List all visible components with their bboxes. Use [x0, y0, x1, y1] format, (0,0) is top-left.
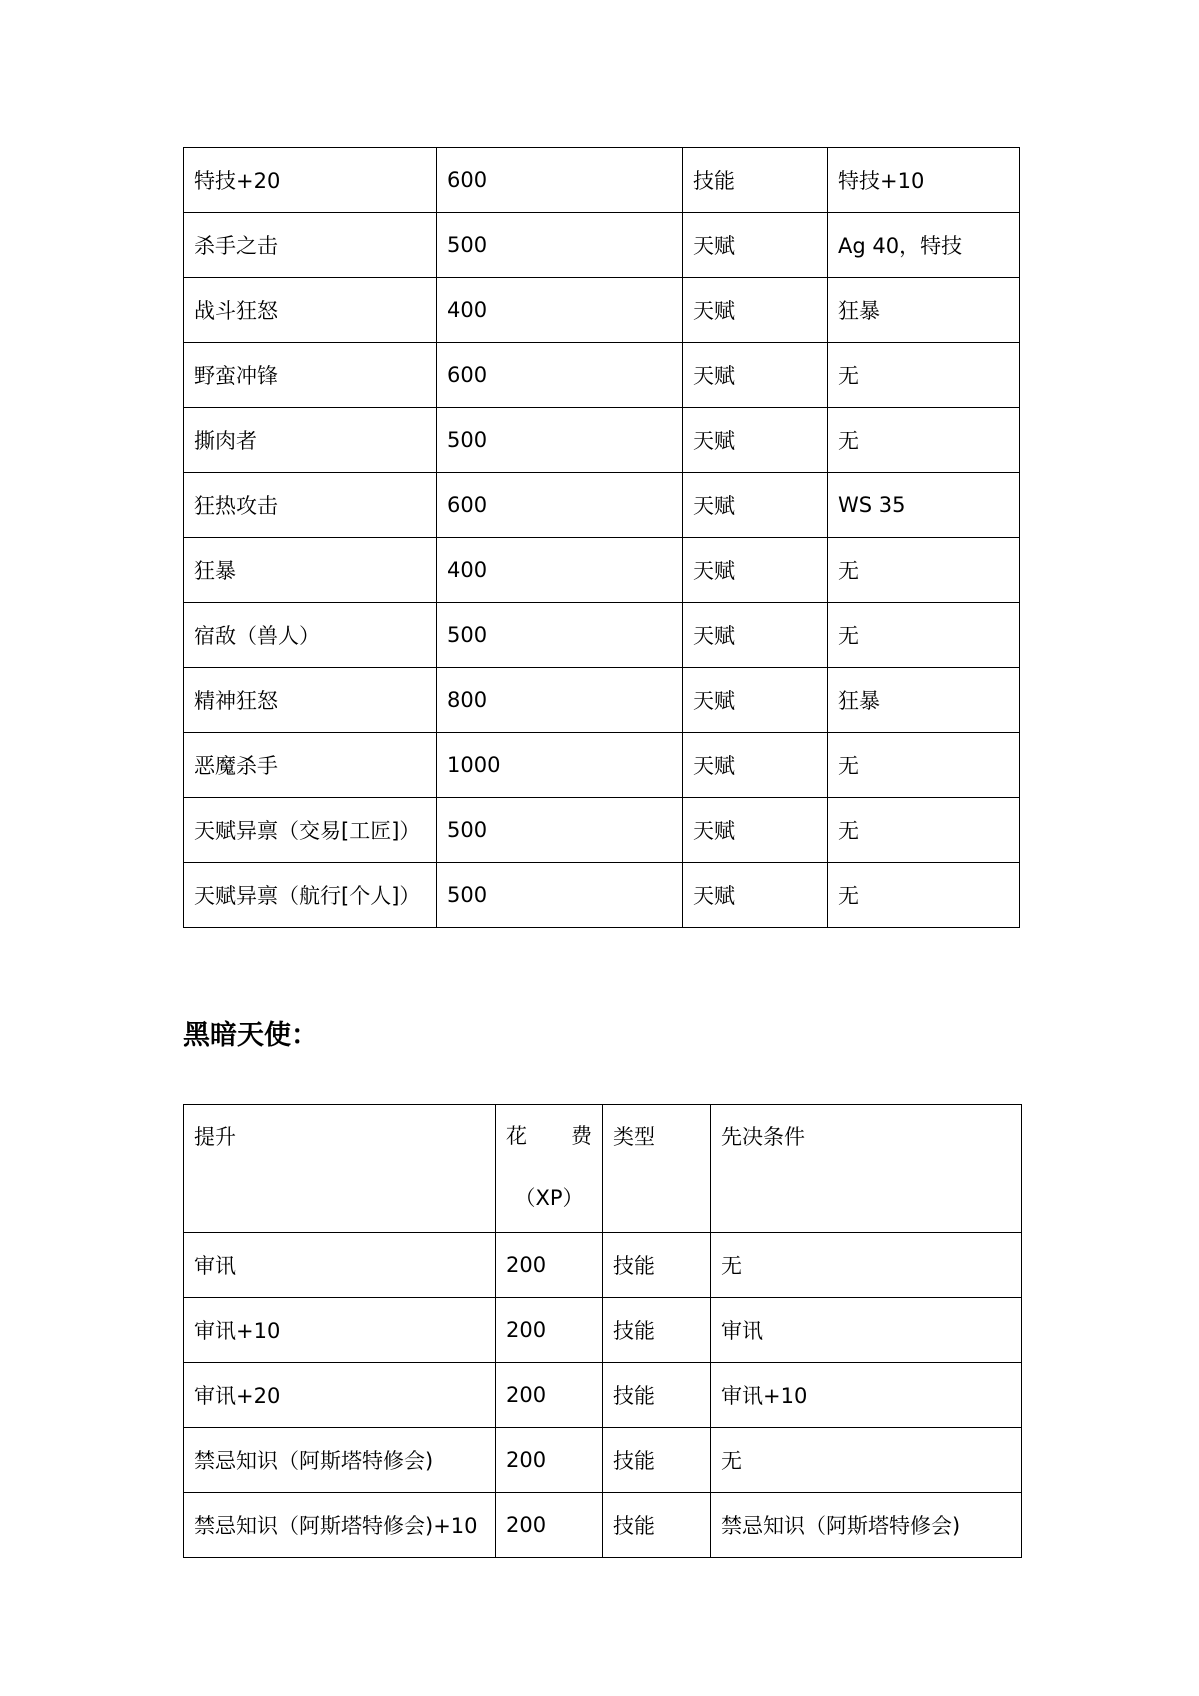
- prereq-cell: 无: [828, 538, 1020, 603]
- prereq-cell: WS 35: [828, 473, 1020, 538]
- type-cell: 天赋: [683, 603, 828, 668]
- table-row: [184, 538, 1020, 603]
- table-row: [184, 668, 1020, 733]
- table-row: [184, 343, 1020, 408]
- cost-cell: 200: [496, 1428, 603, 1493]
- table-row: [184, 1493, 1022, 1558]
- header-cost: [496, 1105, 603, 1233]
- prereq-cell: 无: [828, 408, 1020, 473]
- cost-cell: 500: [437, 213, 683, 278]
- type-cell: 技能: [603, 1233, 711, 1298]
- table-row: [184, 1428, 1022, 1493]
- advance-cell: 精神狂怒: [184, 668, 437, 733]
- prereq-cell: 无: [828, 798, 1020, 863]
- table-row: [184, 408, 1020, 473]
- advance-cell: 天赋异禀（航行[个人]）: [184, 863, 437, 928]
- type-cell: 天赋: [683, 798, 828, 863]
- advance-cell: 天赋异禀（交易[工匠]）: [184, 798, 437, 863]
- advances-table-1: [183, 147, 1020, 928]
- cost-cell: 600: [437, 473, 683, 538]
- advance-cell: 野蛮冲锋: [184, 343, 437, 408]
- dark-angels-advances-table: [183, 1104, 1022, 1558]
- prereq-cell: 无: [711, 1233, 1022, 1298]
- type-cell: 技能: [603, 1493, 711, 1558]
- cost-cell: 200: [496, 1298, 603, 1363]
- prereq-cell: 无: [828, 733, 1020, 798]
- type-cell: 天赋: [683, 278, 828, 343]
- type-cell: 天赋: [683, 213, 828, 278]
- type-cell: 天赋: [683, 473, 828, 538]
- cost-cell: 200: [496, 1233, 603, 1298]
- type-cell: 天赋: [683, 733, 828, 798]
- prereq-cell: 狂暴: [828, 278, 1020, 343]
- type-cell: 技能: [603, 1363, 711, 1428]
- prereq-cell: 无: [828, 863, 1020, 928]
- prereq-cell: 审讯+10: [711, 1363, 1022, 1428]
- type-cell: 技能: [603, 1298, 711, 1363]
- type-cell: 天赋: [683, 343, 828, 408]
- table-row: [184, 603, 1020, 668]
- cost-cell: 1000: [437, 733, 683, 798]
- advance-cell: 杀手之击: [184, 213, 437, 278]
- cost-cell: 800: [437, 668, 683, 733]
- cost-cell: 200: [496, 1363, 603, 1428]
- prereq-cell: 无: [711, 1428, 1022, 1493]
- table-row: [184, 1298, 1022, 1363]
- cost-cell: 400: [437, 278, 683, 343]
- header-cost-unit: （XP）: [514, 1186, 584, 1210]
- advance-cell: 撕肉者: [184, 408, 437, 473]
- table-row: [184, 473, 1020, 538]
- table-row: [184, 278, 1020, 343]
- header-prereq: 先决条件: [711, 1105, 1022, 1233]
- type-cell: 技能: [683, 148, 828, 213]
- table-row: [184, 213, 1020, 278]
- type-cell: 技能: [603, 1428, 711, 1493]
- table-header-row: [184, 1105, 1022, 1233]
- advance-cell: 禁忌知识（阿斯塔特修会)+10: [184, 1493, 496, 1558]
- table-row: [184, 1363, 1022, 1428]
- cost-cell: 600: [437, 148, 683, 213]
- cost-cell: 400: [437, 538, 683, 603]
- cost-cell: 500: [437, 798, 683, 863]
- table-row: [184, 798, 1020, 863]
- prereq-cell: 无: [828, 603, 1020, 668]
- advance-cell: 特技+20: [184, 148, 437, 213]
- cost-cell: 500: [437, 863, 683, 928]
- prereq-cell: Ag 40，特技: [828, 213, 1020, 278]
- type-cell: 天赋: [683, 668, 828, 733]
- cost-cell: 500: [437, 603, 683, 668]
- table-row: [184, 1233, 1022, 1298]
- table-row: [184, 733, 1020, 798]
- header-cost-char2: 费: [571, 1124, 592, 1148]
- prereq-cell: 狂暴: [828, 668, 1020, 733]
- section-heading: 黑暗天使：: [183, 1020, 318, 1051]
- header-cost-char1: 花: [506, 1124, 527, 1148]
- type-cell: 天赋: [683, 538, 828, 603]
- advance-cell: 审讯+10: [184, 1298, 496, 1363]
- cost-cell: 200: [496, 1493, 603, 1558]
- cost-cell: 600: [437, 343, 683, 408]
- table-row: [184, 148, 1020, 213]
- advance-cell: 审讯: [184, 1233, 496, 1298]
- cost-cell: 500: [437, 408, 683, 473]
- prereq-cell: 审讯: [711, 1298, 1022, 1363]
- advance-cell: 审讯+20: [184, 1363, 496, 1428]
- prereq-cell: 无: [828, 343, 1020, 408]
- type-cell: 天赋: [683, 863, 828, 928]
- advance-cell: 恶魔杀手: [184, 733, 437, 798]
- advance-cell: 战斗狂怒: [184, 278, 437, 343]
- header-type: 类型: [603, 1105, 711, 1233]
- header-advance: 提升: [184, 1105, 496, 1233]
- prereq-cell: 禁忌知识（阿斯塔特修会): [711, 1493, 1022, 1558]
- prereq-cell: 特技+10: [828, 148, 1020, 213]
- advance-cell: 狂暴: [184, 538, 437, 603]
- type-cell: 天赋: [683, 408, 828, 473]
- table-row: [184, 863, 1020, 928]
- advance-cell: 狂热攻击: [184, 473, 437, 538]
- advance-cell: 宿敌（兽人）: [184, 603, 437, 668]
- advance-cell: 禁忌知识（阿斯塔特修会): [184, 1428, 496, 1493]
